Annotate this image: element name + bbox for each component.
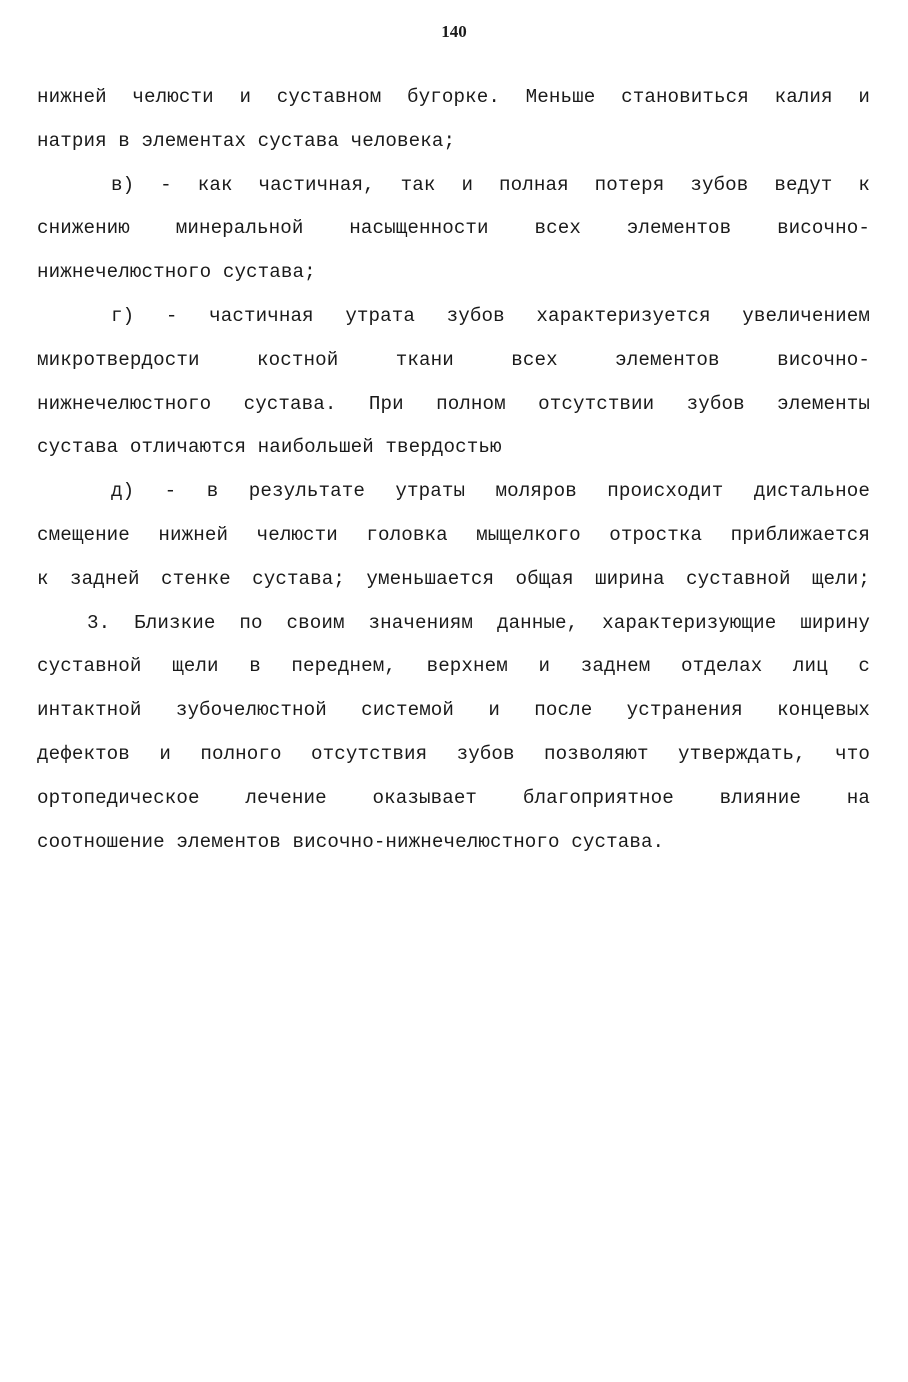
page-number: 140 (441, 22, 467, 41)
text-line: к задней стенке сустава; уменьшается общая ширина суставной щели; (37, 567, 870, 590)
text-line: суставной щели в переднем, верхнем и заднем отделах лиц с (37, 655, 870, 678)
text-line: смещение нижней челюсти головка мыщелкого отростка приближается (37, 523, 870, 546)
conclusion-item-3: 3. Близкие по своим значениям данные, характеризующие ширину (87, 611, 870, 634)
text-line: натрия в элементах сустава человека; (37, 129, 456, 152)
text-line: нижней челюсти и суставном бугорке. Меньше становиться калия и (37, 86, 870, 108)
list-item-d: д) - в результате утраты моляров происходит дистальное (111, 480, 870, 503)
text-line: интактной зубочелюстной системой и после устранения концевых (37, 699, 870, 722)
text-line: сустава отличаются наибольшей твердостью (37, 436, 502, 459)
text-line: нижнечелюстного сустава; (37, 261, 316, 284)
list-item-v: в) - как частичная, так и полная потеря зубов ведут к (111, 173, 870, 196)
text-line: микротвердости костной ткани всех элементов височно- (37, 348, 870, 371)
text-line: нижнечелюстного сустава. При полном отсутствии зубов элементы (37, 392, 870, 415)
text-line: ортопедическое лечение оказывает благоприятное влияние на (37, 786, 870, 809)
text-line: дефектов и полного отсутствия зубов позволяют утверждать, что (37, 742, 870, 765)
list-item-g: г) - частичная утрата зубов характеризуется увеличением (111, 304, 870, 327)
text-line: снижению минеральной насыщенности всех элементов височно- (37, 217, 870, 240)
body-text (37, 76, 870, 864)
text-line: соотношение элементов височно-нижнечелюстного сустава. (37, 830, 665, 853)
